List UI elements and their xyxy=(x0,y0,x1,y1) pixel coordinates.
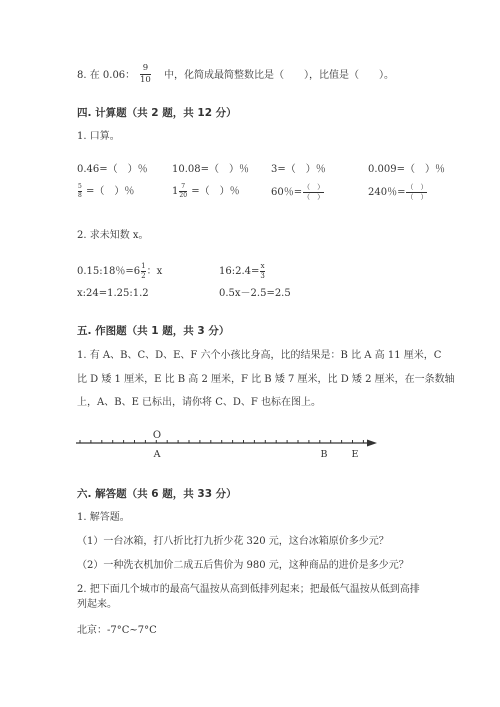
number-line-arrow xyxy=(367,440,377,447)
s4-q1-item-8: 240％= （ ） （ ） xyxy=(368,183,428,201)
s6-q2-line-1: 2. 把下面几个城市的最高气温按从高到低排列起来；把最低气温按从低到高排 xyxy=(77,584,420,595)
s4-q1-item-6: 1 $\frac{7}{20}$ =（ ）％ xyxy=(172,183,240,199)
s4-q1-item-7: 60％= （ ） （ ） xyxy=(271,183,325,201)
s5-text-line-1: 1. 有 A、B、C、D、E、F 六个小孩比身高，比的结果是：B 比 A 高 11 厘米，C xyxy=(77,350,442,361)
s6-q1-part-1: （1）一台冰箱，打八折比打九折少花 320 元，这台冰箱原价多少元？ xyxy=(77,536,389,547)
s4-q1-item-1: 0.46=（ ）％ xyxy=(77,164,148,175)
origin-label: O xyxy=(152,430,162,441)
s4-q2-label: 2. 求未知数 x。 xyxy=(77,230,149,241)
q8-prefix: 8. 在 0.06： xyxy=(77,70,136,81)
s6-q1-label: 1. 解答题。 xyxy=(77,512,130,523)
q8-suffix: 中，化简成最简整数比是（ ），比值是（ ）。 xyxy=(164,70,394,81)
s4-q1-item-3: 3=（ ）％ xyxy=(271,164,326,175)
s4-q2-eq2: 16:2.4= $\frac{x}{3}$ xyxy=(219,262,265,280)
s4-q1-item-5: $\frac{5}{8}$ =（ ）％ xyxy=(78,183,135,199)
s4-q2-eq1: 0.15:18％=6 $\frac{1}{2}$ ：x xyxy=(77,262,163,280)
s5-text-line-2: 比 D 矮 1 厘米，E 比 B 高 2 厘米，F 比 B 矮 7 厘米，比 D 矮 2 厘米，在一条数轴 xyxy=(77,374,455,385)
section6-title: 六. 解答题（共 6 题，共 33 分） xyxy=(77,488,237,500)
s6-q1-part-2: （2）一种洗衣机加价二成五后售价为 980 元，这种商品的进价是多少元？ xyxy=(77,560,409,571)
point-a-label: A xyxy=(153,449,161,460)
s5-text-line-3: 上，A、B、E 已标出，请你将 C、D、F 也标在图上。 xyxy=(77,397,322,408)
s6-q2-line-2: 列起来。 xyxy=(77,599,117,610)
section4-title: 四. 计算题（共 2 题，共 12 分） xyxy=(77,107,237,119)
point-b-label: B xyxy=(320,449,328,460)
section5-title: 五. 作图题（共 1 题，共 3 分） xyxy=(77,325,230,337)
s4-q1-item-4: 0.009=（ ）％ xyxy=(368,164,446,175)
q8-fraction-numerator: 9 xyxy=(142,63,149,73)
s4-q2-eq3: x:24=1.25:1.2 xyxy=(77,288,149,299)
s4-q1-item-2: 10.08=（ ）％ xyxy=(172,164,250,175)
s4-q2-eq4: 0.5x－2.5=2.5 xyxy=(219,288,291,299)
q8-fraction-denominator: 10 xyxy=(140,74,151,85)
s4-q1-label: 1. 口算。 xyxy=(77,131,120,142)
s6-q2-beijing: 北京：-7°C~7°C xyxy=(77,625,157,636)
point-e-label: E xyxy=(351,449,359,460)
